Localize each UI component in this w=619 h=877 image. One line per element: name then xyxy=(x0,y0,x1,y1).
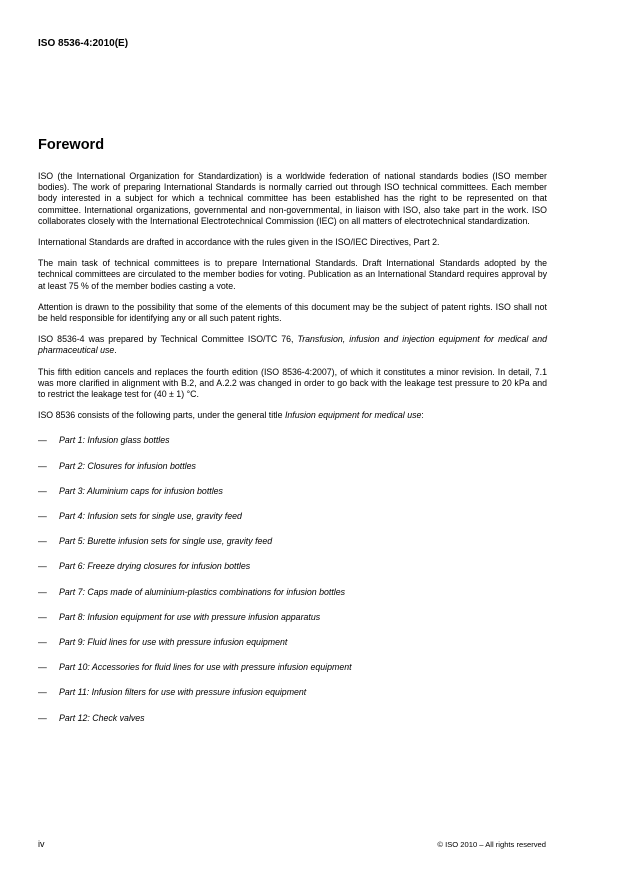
em-dash: — xyxy=(38,636,47,647)
list-item xyxy=(38,536,547,561)
part-title: Part 4: Infusion sets for single use, gravity feed xyxy=(59,511,242,522)
em-dash: — xyxy=(38,435,47,446)
general-title: Infusion equipment for medical use xyxy=(284,410,422,421)
part-title: Part 5: Burette infusion sets for single use, gravity feed xyxy=(59,536,273,547)
page-title: Foreword xyxy=(38,137,105,153)
paragraph-directives: International Standards are drafted in accordance with the rules given in the ISO/IEC Directives, Part 2. xyxy=(38,237,440,248)
part-title: Part 7: Caps made of aluminium-plastics combinations for infusion bottles xyxy=(59,586,346,597)
committee-title: Transfusion, infusion and injection equipment for medical and pharmaceutical use xyxy=(38,334,547,356)
parts-intro-text: ISO 8536 consists of the following parts, under the general title xyxy=(38,410,285,421)
list-item xyxy=(38,687,547,712)
page-number: iv xyxy=(38,839,45,849)
copyright-notice: © ISO 2010 – All rights reserved xyxy=(437,840,546,849)
em-dash: — xyxy=(38,460,47,471)
document-id: ISO 8536-4:2010(E) xyxy=(38,38,129,49)
paragraph-parts-intro xyxy=(38,410,547,421)
part-title: Part 3: Aluminium caps for infusion bottles xyxy=(59,485,223,496)
list-item xyxy=(38,713,547,738)
paragraph-committee-task: The main task of technical committees is to prepare International Standards. Draft International Standards adopted by the technical committees are circulated to the member bodies for voting. Publication as an International Standard requires approval by at least 75 % of the member bodies casting a vote. xyxy=(38,258,547,291)
part-title: Part 12: Check valves xyxy=(59,712,145,723)
paragraph-iso-overview: ISO (the International Organization for Standardization) is a worldwide federation of national standards bodies (ISO member bodies). The work of preparing International Standards is normally carried out through ISO technical committees. Each member body interested in a subject for which a technical committee has been established has the right to be represented on that committee. International organizations, governmental and non-governmental, in liaison with ISO, also take part in the work. ISO collaborates closely with the International Electrotechnical Commission (IEC) on all matters of electrotechnical standardization. xyxy=(38,171,547,226)
part-title: Part 1: Infusion glass bottles xyxy=(59,435,170,446)
em-dash: — xyxy=(38,611,47,622)
foreword-body xyxy=(38,171,547,738)
em-dash: — xyxy=(38,586,47,597)
parts-intro-end: : xyxy=(421,410,424,421)
part-title: Part 9: Fluid lines for use with pressure infusion equipment xyxy=(59,636,288,647)
em-dash: — xyxy=(38,485,47,496)
parts-list xyxy=(38,435,547,737)
list-item xyxy=(38,486,547,511)
em-dash: — xyxy=(38,536,47,547)
list-item xyxy=(38,662,547,687)
part-title: Part 2: Closures for infusion bottles xyxy=(59,460,196,471)
em-dash: — xyxy=(38,712,47,723)
list-item xyxy=(38,637,547,662)
prepared-by-text: ISO 8536-4 was prepared by Technical Committee ISO/TC 76, xyxy=(38,334,298,345)
list-item xyxy=(38,435,547,460)
part-title: Part 8: Infusion equipment for use with pressure infusion apparatus xyxy=(59,611,321,622)
list-item xyxy=(38,561,547,586)
part-title: Part 6: Freeze drying closures for infusion bottles xyxy=(59,561,251,572)
em-dash: — xyxy=(38,662,47,673)
part-title: Part 10: Accessories for fluid lines for use with pressure infusion equipment xyxy=(59,662,352,673)
part-title: Part 11: Infusion filters for use with pressure infusion equipment xyxy=(59,687,307,698)
list-item xyxy=(38,612,547,637)
em-dash: — xyxy=(38,561,47,572)
em-dash: — xyxy=(38,511,47,522)
prepared-by-end: . xyxy=(114,345,117,356)
paragraph-edition: This fifth edition cancels and replaces the fourth edition (ISO 8536-4:2007), of which it constitutes a minor revision. In detail, 7.1 was more clarified in alignment with B.2, and A.2.2 was changed in order to go back with the leakage test pressure to 20 kPa and to restrict the leakage test for (40 ± 1) °C. xyxy=(38,366,547,400)
paragraph-prepared-by xyxy=(38,334,547,356)
em-dash: — xyxy=(38,687,47,698)
paragraph-patent-rights: Attention is drawn to the possibility that some of the elements of this document may be the subject of patent rights. ISO shall not be held responsible for identifying any or all such patent rights. xyxy=(38,301,547,324)
list-item xyxy=(38,461,547,486)
list-item xyxy=(38,587,547,612)
list-item xyxy=(38,511,547,536)
